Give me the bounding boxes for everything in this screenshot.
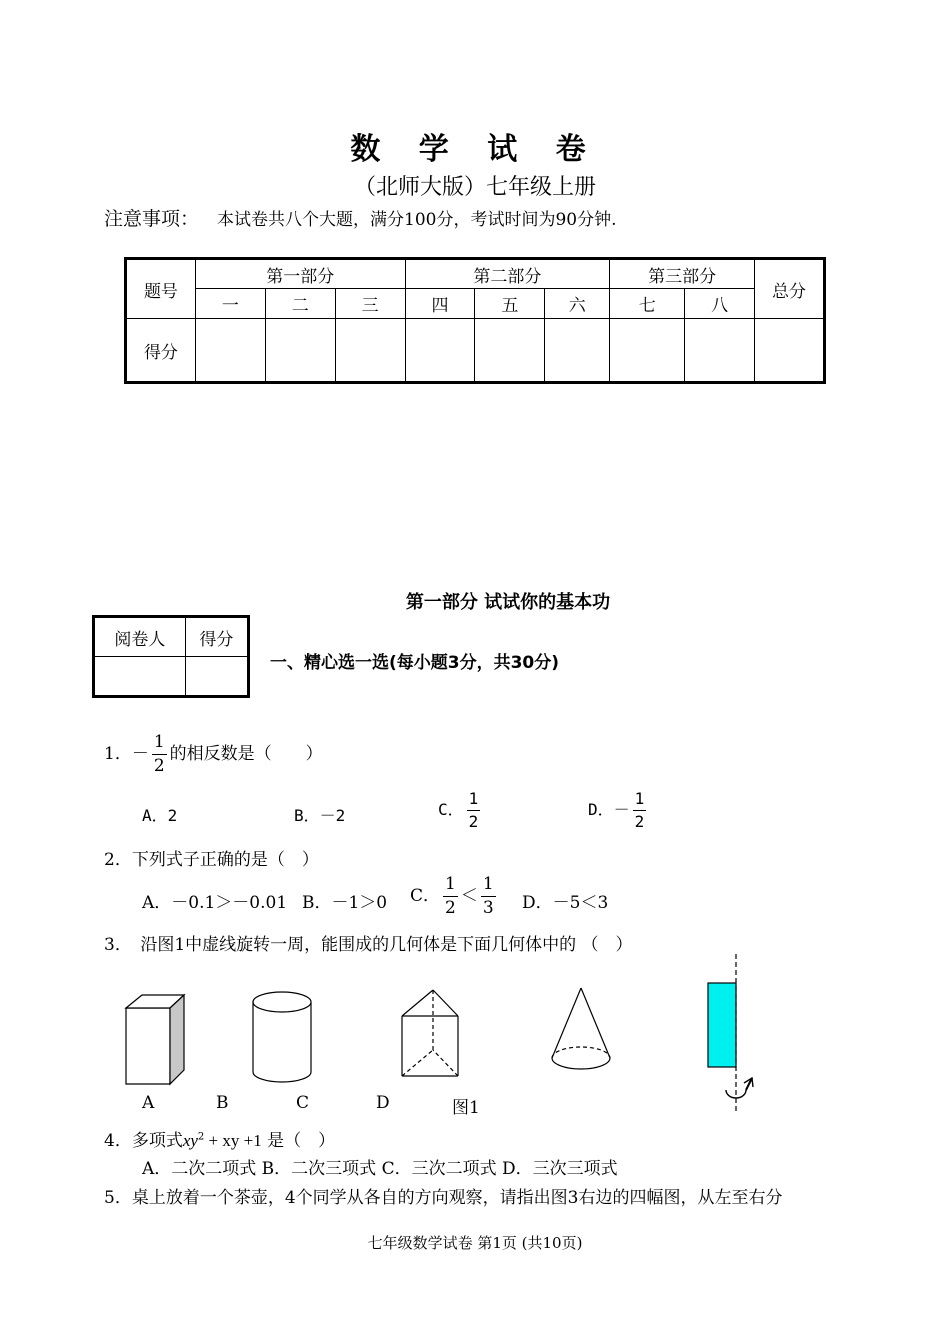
- part3-header: 第三部分: [610, 259, 755, 289]
- page-footer: 七年级数学试卷 第1页 (共10页): [367, 1234, 583, 1252]
- column-header: 二: [265, 289, 335, 319]
- column-header: 七: [610, 289, 685, 319]
- column-header: 八: [685, 289, 755, 319]
- numerator: 1: [481, 876, 496, 897]
- figure-label-b: B: [216, 1093, 229, 1113]
- row-label-number: 题号: [126, 259, 196, 319]
- fraction: [443, 876, 458, 917]
- score-cell[interactable]: [195, 319, 265, 383]
- q2-option-c: [410, 876, 499, 917]
- q1-option-d: [588, 791, 649, 830]
- total-header: 总分: [755, 259, 825, 319]
- part2-header: 第二部分: [405, 259, 610, 289]
- score-cell[interactable]: [685, 319, 755, 383]
- math-term: xy: [182, 1131, 198, 1150]
- grader-score-label: 得分: [185, 617, 248, 657]
- score-cell[interactable]: [265, 319, 335, 383]
- numerator: 1: [443, 876, 458, 897]
- part1-header: 第一部分: [195, 259, 405, 289]
- score-cell[interactable]: [475, 319, 545, 383]
- section-title: 第一部分 试试你的基本功: [405, 592, 611, 613]
- question-1: [104, 734, 323, 775]
- figure-label-c: C: [296, 1093, 310, 1113]
- fraction: [467, 791, 481, 830]
- score-cell[interactable]: [610, 319, 685, 383]
- q2-option-a: A．－0.1＞－0.01: [142, 893, 288, 913]
- question-5: 5．桌上放着一个茶壶，4个同学从各自的方向观察，请指出图3右边的四幅图，从左至右分: [104, 1188, 783, 1208]
- column-header: 五: [475, 289, 545, 319]
- cylinder-figure-b: [253, 992, 311, 1082]
- grader-score-cell[interactable]: [185, 657, 248, 697]
- q1-option-c: [438, 791, 483, 830]
- grader-label: 阅卷人: [94, 617, 186, 657]
- column-header: 六: [545, 289, 610, 319]
- denominator: 3: [482, 898, 494, 918]
- question-3: 3． 沿图1中虚线旋转一周，能围成的几何体是下面几何体中的 （ ）: [104, 935, 633, 955]
- prism-figure-a: [126, 995, 184, 1084]
- score-cell[interactable]: [405, 319, 475, 383]
- numerator: 1: [152, 734, 167, 755]
- score-cell[interactable]: [545, 319, 610, 383]
- figure-label-fig1: 图1: [452, 1098, 480, 1118]
- fraction: [481, 876, 496, 917]
- question-text: 的相反数是（ ）: [169, 744, 323, 764]
- page-title: 数 学 试 卷: [350, 132, 600, 167]
- q2-option-d: D．－5＜3: [522, 893, 609, 913]
- option-label: D．－: [588, 800, 630, 819]
- question-number: 1．: [104, 744, 132, 764]
- question-suffix: 是（ ）: [261, 1131, 336, 1151]
- notice: [104, 204, 617, 231]
- question-4: [104, 1126, 335, 1151]
- figure-label-a: A: [142, 1093, 155, 1113]
- row-label-score: 得分: [126, 319, 196, 383]
- numerator: 1: [467, 791, 481, 811]
- fraction: [633, 791, 647, 830]
- q4-options: A．二次二项式 B．二次三项式 C．三次二项式 D．三次三项式: [142, 1159, 618, 1179]
- page-subtitle: （北师大版）七年级上册: [353, 175, 596, 200]
- column-header: 四: [405, 289, 475, 319]
- less-than: ＜: [460, 886, 478, 906]
- figure-label-d: D: [376, 1093, 390, 1113]
- notice-text: 本试卷共八个大题，满分100分，考试时间为90分钟.: [217, 210, 617, 230]
- fraction: [152, 734, 167, 775]
- denominator: 2: [445, 898, 456, 918]
- question-text: 4．多项式: [104, 1131, 183, 1151]
- q1-option-b: B．－2: [294, 806, 346, 825]
- option-label: C．: [410, 886, 441, 906]
- numerator: 1: [633, 791, 647, 811]
- q1-option-a: A．2: [142, 806, 178, 825]
- denominator: 2: [468, 812, 479, 831]
- math-rest: + xy +1: [204, 1131, 262, 1150]
- score-cell[interactable]: [755, 319, 825, 383]
- notice-label: 注意事项：: [104, 208, 200, 230]
- option-label: C．: [438, 800, 464, 819]
- column-header: 一: [195, 289, 265, 319]
- grader-cell[interactable]: [94, 657, 186, 697]
- score-table: [124, 257, 826, 384]
- column-header: 三: [335, 289, 405, 319]
- q2-option-b: B．－1＞0: [302, 893, 388, 913]
- question-2: 2．下列式子正确的是（ ）: [104, 850, 319, 870]
- section-instruction: 一、精心选一选(每小题3分，共30分): [270, 653, 560, 673]
- score-cell[interactable]: [335, 319, 405, 383]
- denominator: 2: [634, 812, 645, 831]
- cone-figure-d: [552, 988, 610, 1069]
- q3-figures: [100, 950, 780, 1120]
- denominator: 2: [153, 756, 165, 776]
- triangular-prism-figure-c: [402, 990, 458, 1076]
- sign: －: [131, 744, 149, 764]
- figure-1-rectangle: [708, 954, 753, 1112]
- exponent: 2: [197, 1131, 205, 1143]
- grader-table: [92, 615, 250, 698]
